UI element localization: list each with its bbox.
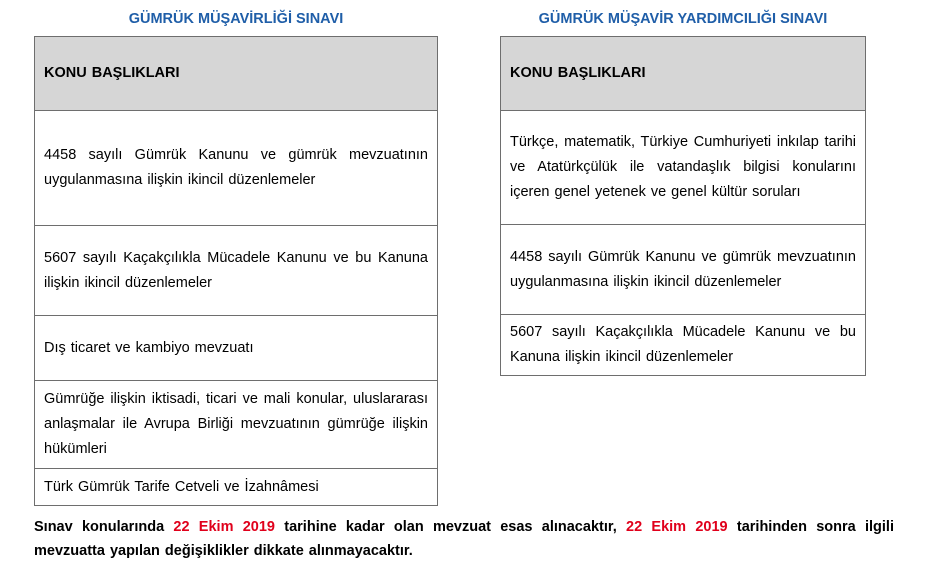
table-row xyxy=(501,111,866,225)
table-row xyxy=(35,381,438,469)
table-header-row xyxy=(501,37,866,111)
table-header-cell: KONU BAŞLIKLARI xyxy=(501,37,866,111)
right-section-title: GÜMRÜK MÜŞAVİR YARDIMCILIĞI SINAVI xyxy=(538,11,828,27)
musavir-yardimciligi-topics-table xyxy=(500,36,866,376)
table-row xyxy=(501,225,866,315)
table-header-row xyxy=(35,37,438,111)
topic-cell: 4458 sayılı Gümrük Kanunu ve gümrük mevzuatının uygulanmasına ilişkin ikincil düzenlemeler xyxy=(501,225,866,315)
table-row xyxy=(35,316,438,381)
note-date-1: 22 Ekim 2019 xyxy=(173,519,275,535)
topic-cell: Gümrüğe ilişkin iktisadi, ticari ve mali konular, uluslararası anlaşmalar ile Avrupa Birliği mevzuatının gümrüğe ilişkin hükümleri xyxy=(35,381,438,469)
left-section-title: GÜMRÜK MÜŞAVİRLİĞİ SINAVI xyxy=(128,11,344,27)
topic-cell: Türkçe, matematik, Türkiye Cumhuriyeti inkılap tarihi ve Atatürkçülük ile vatandaşlık bilgisi konularını içeren genel yetenek ve genel kültür soruları xyxy=(501,111,866,225)
topic-cell: 5607 sayılı Kaçakçılıkla Mücadele Kanunu ve bu Kanuna ilişkin ikincil düzenlemeler xyxy=(501,315,866,376)
musavirlik-topics-table xyxy=(34,36,438,506)
table-row xyxy=(501,315,866,376)
note-date-2: 22 Ekim 2019 xyxy=(626,519,728,535)
note-text-2: tarihine kadar olan mevzuat esas alınacaktır, xyxy=(275,519,627,535)
table-row xyxy=(35,111,438,226)
note-text-1: Sınav konularında xyxy=(34,519,174,535)
topic-cell: Türk Gümrük Tarife Cetveli ve İzahnâmesi xyxy=(35,469,438,506)
footer-note xyxy=(34,515,894,563)
note-text-3: tarihinden sonra ilgili mevzuatta yapılan değişiklikler dikkate alınmayacaktır. xyxy=(34,519,894,559)
topic-cell: 4458 sayılı Gümrük Kanunu ve gümrük mevzuatının uygulanmasına ilişkin ikincil düzenlemeler xyxy=(35,111,438,226)
table-row xyxy=(35,226,438,316)
topic-cell: 5607 sayılı Kaçakçılıkla Mücadele Kanunu ve bu Kanuna ilişkin ikincil düzenlemeler xyxy=(35,226,438,316)
table-row xyxy=(35,469,438,506)
topic-cell: Dış ticaret ve kambiyo mevzuatı xyxy=(35,316,438,381)
table-header-cell: KONU BAŞLIKLARI xyxy=(35,37,438,111)
